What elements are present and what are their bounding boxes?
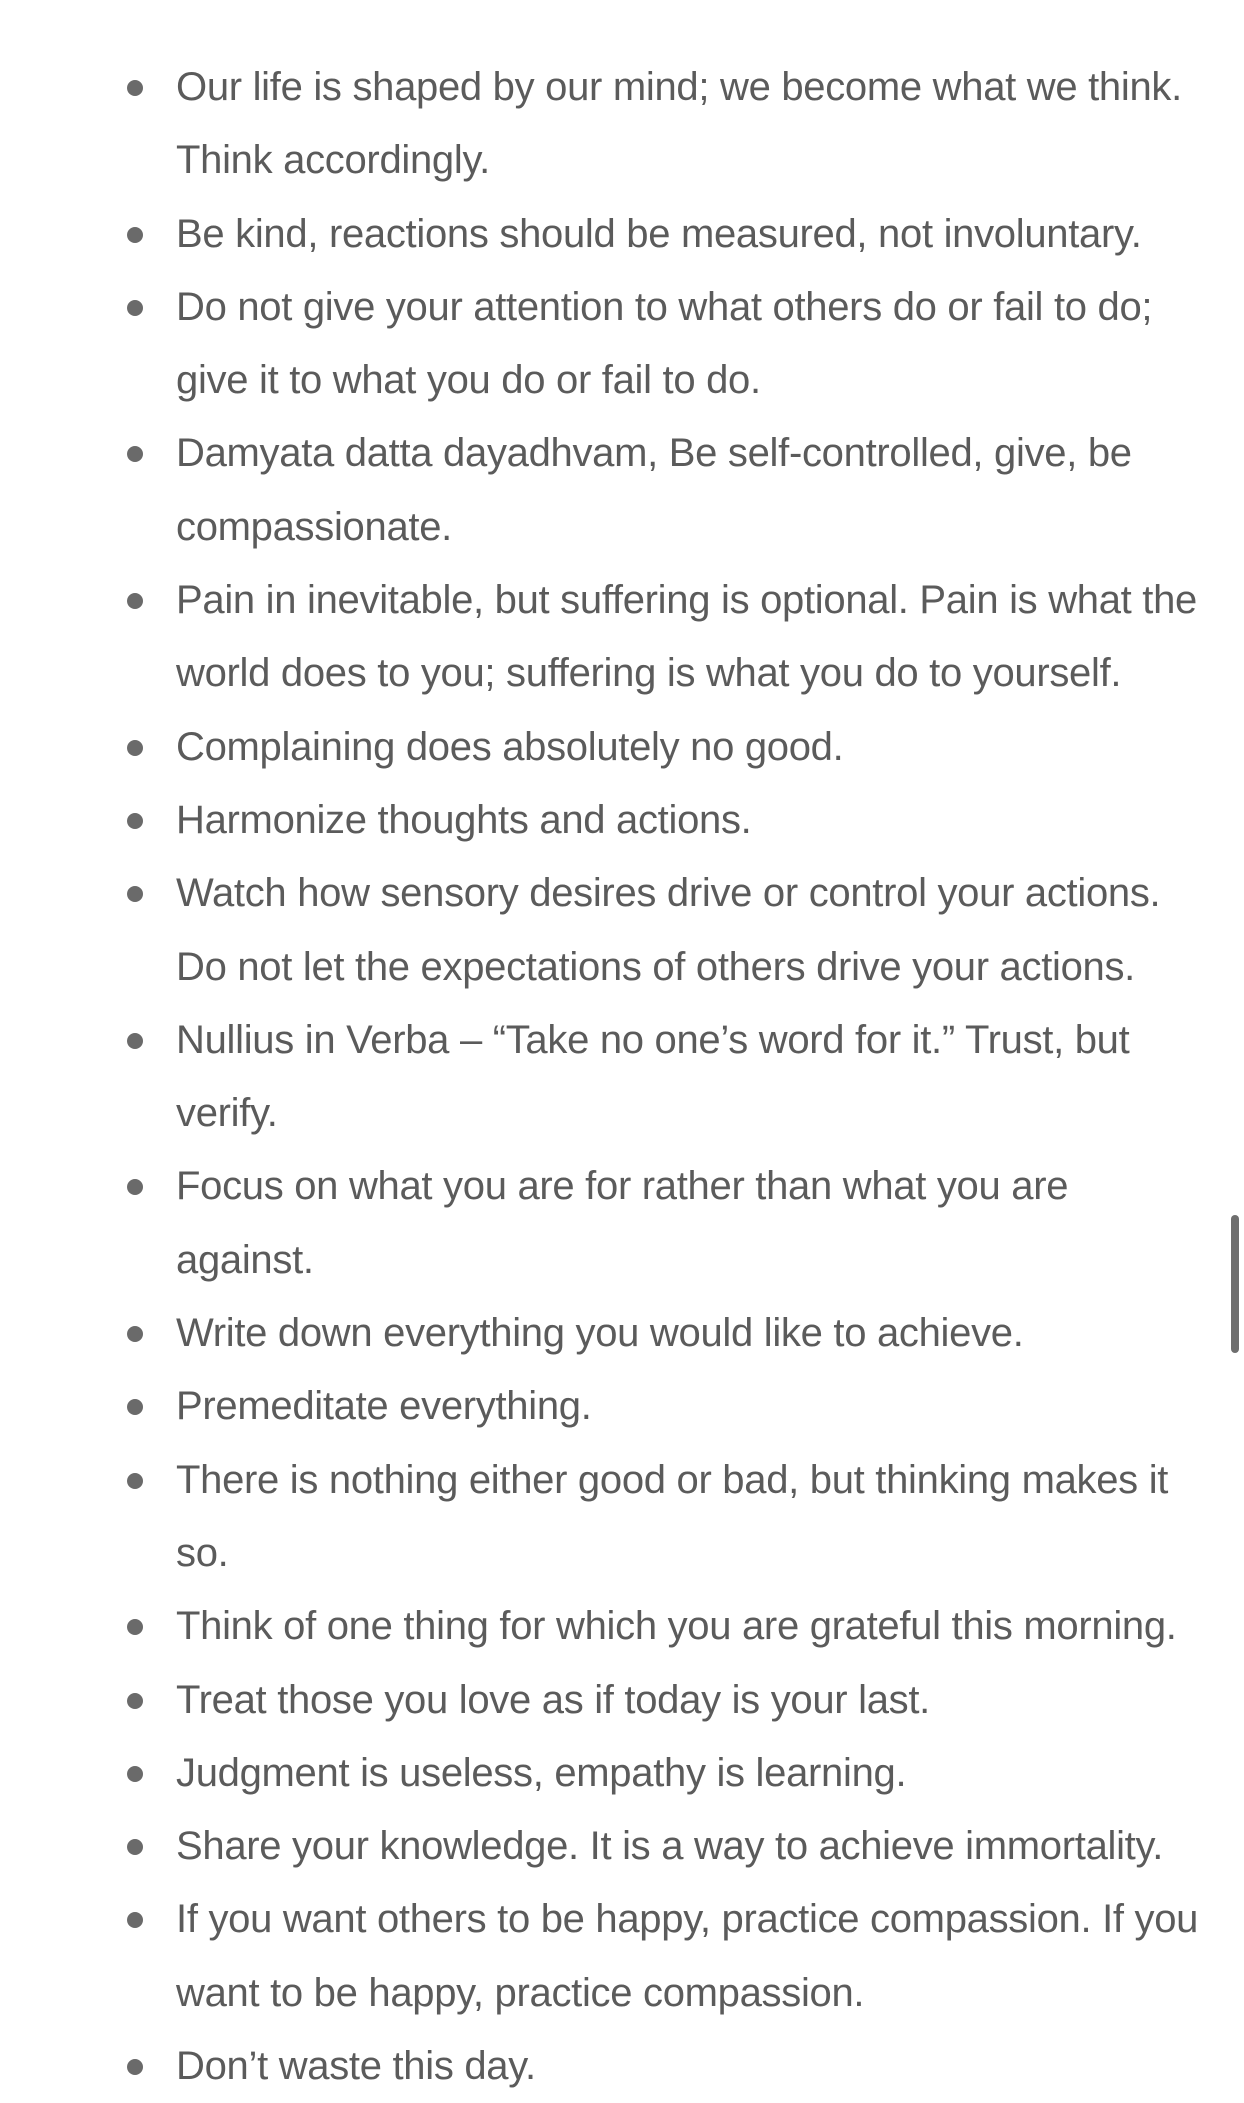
bullet-icon (127, 740, 143, 756)
bullet-icon (127, 446, 143, 462)
bullet-icon (127, 813, 143, 829)
list-item-text: Share your knowledge. It is a way to achieve immortality. (176, 1824, 1164, 1869)
list-item (120, 1590, 1200, 1663)
list-item (120, 1664, 1200, 1737)
bullet-icon (127, 1179, 143, 1195)
bullet-icon (127, 1033, 143, 1049)
list-item (120, 857, 1200, 1004)
list-item (120, 564, 1200, 711)
bullet-icon (127, 1693, 143, 1709)
list-item-text: Nullius in Verba – “Take no one’s word for it.” Trust, but verify. (176, 1017, 1130, 1136)
list-item (120, 1297, 1200, 1370)
list-item-text: Don’t waste this day. (176, 2044, 536, 2089)
bullet-icon (127, 227, 143, 243)
list-item-text: If you want others to be happy, practice compassion. If you want to be happy, practice compassion. (176, 1897, 1199, 2015)
bullet-icon (127, 886, 143, 902)
bullet-icon (127, 1839, 143, 1855)
list-item (120, 1737, 1200, 1810)
list-item-text: Think of one thing for which you are grateful this morning. (176, 1604, 1177, 1649)
bullet-icon (127, 1326, 143, 1342)
bullet-icon (127, 80, 143, 96)
list-item-text: Premeditate everything. (176, 1384, 592, 1429)
list-item (120, 198, 1200, 271)
bullet-icon (127, 1473, 143, 1489)
bullet-icon (127, 2059, 143, 2075)
list-item (120, 784, 1200, 857)
list-item (120, 1370, 1200, 1443)
list-item (120, 271, 1200, 418)
list-item-text: Damyata datta dayadhvam, Be self-controlled, give, be compassionate. (176, 431, 1132, 549)
list-item (120, 1444, 1200, 1591)
list-item-text: Our life is shaped by our mind; we become what we think. Think accordingly. (176, 65, 1182, 183)
list-item (120, 1810, 1200, 1883)
list-item-text: Treat those you love as if today is your last. (176, 1677, 930, 1722)
bullet-icon (127, 1619, 143, 1635)
list-item (120, 711, 1200, 784)
list-item-text: Judgment is useless, empathy is learning. (176, 1750, 907, 1795)
list-item-text: Complaining does absolutely no good. (176, 724, 844, 769)
list-item-text: Focus on what you are for rather than what you are against. (176, 1164, 1069, 1282)
list-item (120, 1150, 1200, 1297)
list-item-text: Harmonize thoughts and actions. (176, 797, 752, 842)
list-item (120, 2030, 1200, 2103)
bullet-icon (127, 1912, 143, 1928)
list-item-text: Be kind, reactions should be measured, not involuntary. (176, 211, 1142, 256)
list-item (120, 1004, 1200, 1151)
list-item-text: Do not give your attention to what others do or fail to do; give it to what you do or fail to do. (176, 284, 1153, 403)
list-item (120, 417, 1200, 564)
list-item-text: Pain in inevitable, but suffering is optional. Pain is what the world does to you; suffering is what you do to yourself. (176, 578, 1198, 696)
bullet-icon (127, 1766, 143, 1782)
bullet-icon (127, 593, 143, 609)
scrollbar-thumb[interactable] (1231, 1215, 1239, 1353)
list-item (120, 1883, 1200, 2030)
list-item-text: Watch how sensory desires drive or control your actions. Do not let the expectations of others drive your actions. (176, 871, 1161, 989)
list-item-text: There is nothing either good or bad, but thinking makes it so. (176, 1457, 1169, 1575)
quote-list (120, 51, 1200, 2103)
list-item (120, 51, 1200, 198)
bullet-icon (127, 300, 143, 316)
bullet-icon (127, 1399, 143, 1415)
list-item-text: Write down everything you would like to achieve. (176, 1311, 1024, 1356)
